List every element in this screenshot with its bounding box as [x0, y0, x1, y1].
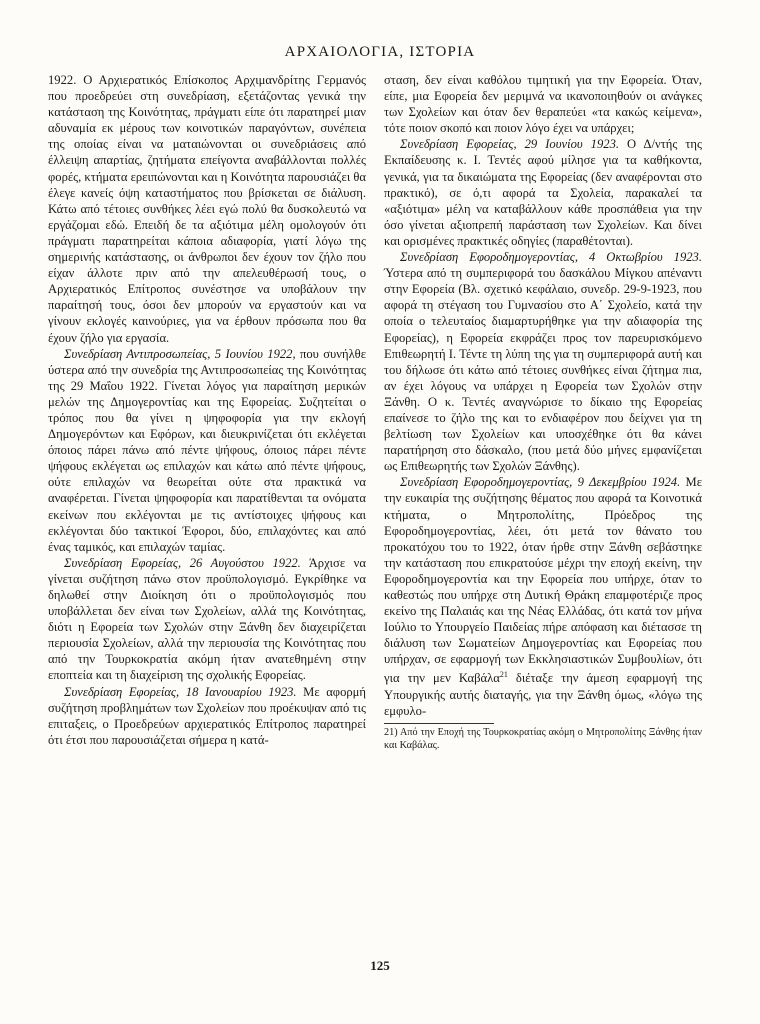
paragraph: [384, 249, 702, 474]
paragraph: 1922. Ο Αρχιερατικός Επίσκοπος Αρχιμανδρίτης Γερμανός που προεδρεύει στη συνεδρίαση, εξετάζοντας γενικά την κατάσταση της Κοινότητας, πράγματι είπε ότι παρατηρεί μιαν αδυναμία εκ μέρους των κοινοτικών παραγόντων, συνέπεια της οποίας είναι να ματαιώνονται οι συνεδριάσεις από έλλειψη απαρτίας, ζητήματα επείγοντα αναβάλλονται πολλές φορές, κτήματα ερειπώνονται και η Κοινότητα παρουσιάζει θα έλεγε κανείς όψη καταστήματος που βρίσκεται σε διάλυση. Κάτω από τέτοιες συνθήκες λέει εγώ πολύ θα δυσκολευτώ να εργάζομαι εδώ. Επειδή δε τα αξιότιμα μέλη ομολογούν ότι πράγματι παρατηρείται κάποια αδιαφορία, γιατί λόγω της σημερινής κατάστασης, οι άνθρωποι δεν έχουν τον ζήλο που είχαν άλλοτε πριν από την απελευθέρωσή τους, ο Αρχιερατικός Επίτροπος συνέστησε να υποβάλουν την παραίτησή τους, όσοι δεν μπορούν να εργαστούν και να γίνουν εκλογές καινούριες, για να έρθουν πρόσωπα που θα έχουν ζήλο για εργασία.: [48, 73, 366, 345]
paragraph: [48, 684, 366, 748]
paragraph-body: διέταξε την άμεση εφαρμογή της Υπουργικής αυτής διαταγής, για την Ξάνθη όμως, «λόγω της εμφυλο-: [384, 671, 703, 718]
footnote-divider: [384, 723, 494, 724]
paragraph: [384, 136, 702, 249]
paragraph-body: Με την ευκαιρία της συζήτησης θέματος που αφορά τα Κοινοτικά κτήματα, ο Μητροπολίτης, Πρόεδρος της Εφοροδημογεροντίας, λέει, ότι μετά τον θάνατο του προκατόχου του το 1922, όταν ήρθε στην Ξάνθη σεβάστηκε την κατάσταση που επικρατούσε μέχρι την εποχή εκείνη, την Εφοροδημογεροντία και την Εφορεία που υπήρχε, όταν το καθεστώς που υπήρχε στη Δυτική Θράκη επαμφοτέριζε προς εκείνο της Παλαιάς και της Νέας Ελλάδας, ότι κατά τον μήνα Ιούλιο το Υπουργείο Παιδείας πήρε απόφαση και διέτασσε τη διάλυση των Σωματείων Δημογεροντίας και Εφορείας που υπήρχαν, σε εφαρμογή των Εκκλησιαστικών Συμβουλίων, ότι για την μεν Καβάλα: [384, 475, 703, 686]
paragraph-body: που συνήλθε ύστερα από την συνεδρία της Αντιπροσωπείας της Κοινότητας της 29 Μαΐου 1922. Γίνεται λόγος για παραίτηση μερικών μελών της Δημογεροντίας και της Εφορείας. Συζητείται ο τρόπος που θα γίνει η ψηφοφορία για την εκλογή Δημογερόντων και Εφόρων, και διευκρινίζεται ότι εκλέγεται όποιος πάρει πάνω από πέντε ψήφους, όποιος πάρει πέντε ψήφους εκλέγεται ως επιλαχών και κάτω από πέντε ψήφους, ούτε επιλαχών να θεωρείται ούτε στα πρακτικά να αναφέρεται. Γίνεται ψηφοφορία και παρατίθενται τα ονόματα εκείνων που εκλέγονται με τις αντίστοιχες ψήφους και εκλέγονται δύο τακτικοί Έφοροι, δύο, επιλαχόντες και από ένας ταμικός, και επιλαχών ταμίας.: [48, 346, 366, 554]
page-number: 125: [370, 958, 390, 973]
paragraph-body: Με αφορμή συζήτηση προβλημάτων των Σχολείων που προέκυψαν από τις επιταξεις, ο Προεδρεύων αρχιερατικός Επίτροπος παρατηρεί ότι έτσι που παρουσιάζεται σήμερα η κατά-: [48, 684, 366, 747]
session-heading: Συνεδρίαση Εφοροδημογεροντίας, 4 Οκτωβρίου 1923.: [400, 250, 702, 265]
session-heading: Συνεδρίαση Εφορείας, 29 Ιουνίου 1923.: [400, 137, 620, 152]
session-heading: Συνεδρίαση Εφοροδημογεροντίας, 9 Δεκεμβρίου 1924.: [400, 475, 681, 490]
left-column: [48, 72, 366, 748]
paragraph: [384, 474, 702, 719]
right-column: [384, 72, 702, 752]
paragraph: σταση, δεν είναι καθόλου τιμητική για την Εφορεία. Όταν, είπε, μια Εφορεία δεν μεριμνά να ικανοποιηθούν οι ανάγκες των Σχολείων και όταν δεν θεραπεύει «τα κακώς κείμενα», τότε ποιον σκοπό και ποιον λόγο έχει να υπάρχει;: [384, 73, 702, 136]
session-heading: Συνεδρίαση Εφορείας, 26 Αυγούστου 1922.: [64, 555, 301, 570]
session-heading: Συνεδρίαση Αντιπροσωπείας, 5 Ιουνίου 1922,: [64, 346, 296, 361]
running-header: ΑΡΧΑΙΟΛΟΓΙΑ, ΙΣΤΟΡΙΑ: [284, 44, 476, 60]
paragraph: [48, 346, 366, 555]
paragraph-body: Ύστερα από τη συμπεριφορά του δασκάλου Μίγκου απέναντι στην Εφορεία (Βλ. σχετικό κεφάλαιο, συνεδρ. 29-9-1923, που αφορά τη στέγαση του Γυμνασίου στο Α΄ Σχολείο, κατά την οποία ο τελευταίος διαμαρτυρήθηκε για την αδιαφορία της Εφορείας), η Εφορεία εκφράζει προς τον παρευρισκόμενο Επιθεωρητή Ι. Τέντε τη λύπη της για τη συμπεριφορά αυτή και του δήλωσε ότι κάτω από τέτοιες συνθήκες είναι ζήτημα πια, αν έχει λόγους να υπάρχει η Εφορεία των Σχολών στην Ξάνθη. Ο κ. Τεντές αναγνώρισε το δίκαιο της Εφορείας επαίνεσε το ζήλο της και το ενδιαφέρον που δείχνει για τη βελτίωση των Σχολείων και υποσχέθηκε ότι θα κάνει παρατήρηση στο δάσκαλο, (που μετά δύο μήνες εμφανίζεται ως Επιθεωρητής των Σχολών Ξάνθης).: [384, 266, 702, 474]
session-heading: Συνεδρίαση Εφορείας, 18 Ιανουαρίου 1923.: [64, 684, 297, 699]
paragraph-body: Ο Δ/ντής της Εκπαίδευσης κ. Ι. Τεντές αφού μίλησε για τα καθήκοντα, γενικά, για τα δικαιώματα της Εφορείας (δεν αναφέρονται στο πρακτικό), σε ό,τι αφορά τα Σχολεία, παρακαλεί τα «αξιότιμα» μέλη να καταβάλλουν κάθε προσπάθεια για την όσο γίνεται αξιοπρεπή παράσταση των Σχολείων. Και δίνει και ορισμένες πρακτικές οδηγίες (παραθέτονται).: [384, 137, 702, 248]
paragraph-body: Άρχισε να γίνεται συζήτηση πάνω στον προϋπολογισμό. Εγκρίθηκε να δηλωθεί στην Διοίκηση ότι ο προϋπολογισμός που υποβάλλεται δεν είναι των Σχολείων, αλλά της Κοινότητας, διότι η Εφορεία των Σχολών στην Ξάνθη δεν διαχειρίζεται περιουσία Σχολείων, αλλά την περιουσία της Κοινότητας που από την Τουρκοκρατία ακόμη ήταν ανατεθημένη στην εποπτεία και τη διαχείριση της σχολικής Εφορείας.: [48, 555, 366, 683]
footnote: 21) Από την Εποχή της Τουρκοκρατίας ακόμη ο Μητροπολίτης Ξάνθης ήταν και Καβάλας.: [384, 726, 702, 751]
paragraph: [48, 555, 366, 684]
footnote-marker: 21: [499, 670, 508, 680]
